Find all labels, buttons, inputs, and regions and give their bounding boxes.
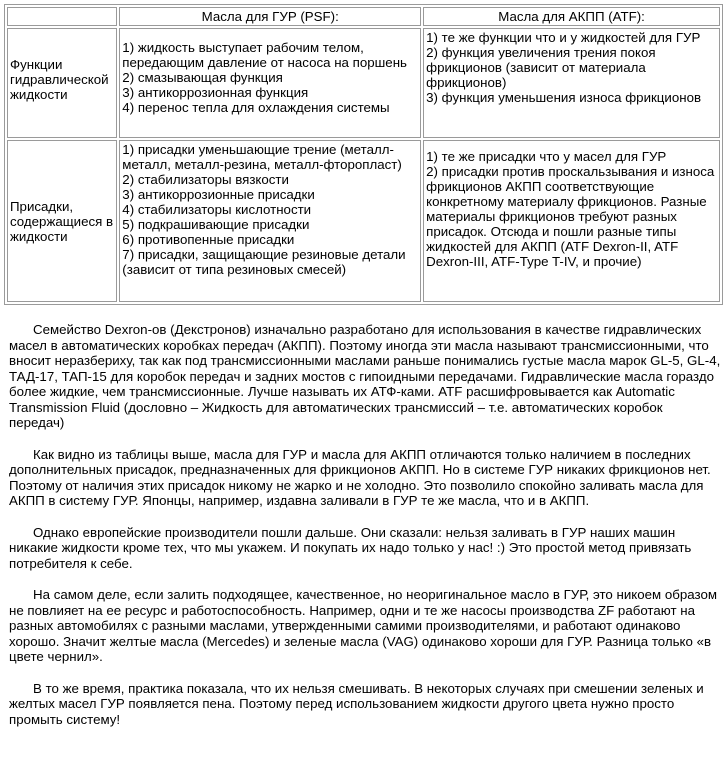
list-item: 1) те же присадки что у масел для ГУР [426,149,667,164]
list-item: 4) стабилизаторы кислотности [122,202,312,217]
row-label-additives: Присадки, содержащиеся в жидкости [7,140,117,302]
atf-functions-cell [423,28,720,138]
list-item: 3) антикоррозионная функция [122,85,309,100]
list-item: 6) противопенные присадки [122,232,295,247]
list-item: 7) присадки, защищающие резиновые детали (зависит от типа резиновых смесей) [122,247,406,277]
table-row [7,140,720,302]
header-empty-cell [7,7,117,26]
list-item: 3) функция уменьшения износа фрикционов [426,90,702,105]
list-item: 3) антикоррозионные присадки [122,187,315,202]
list-item: 2) стабилизаторы вязкости [122,172,289,187]
row-label-functions: Функции гидравлической жидкости [7,28,117,138]
list-item: 1) те же функции что и у жидкостей для ГУР [426,30,701,45]
list-item: 5) подкрашивающие присадки [122,217,310,232]
atf-additives-cell [423,140,720,302]
list-item: 2) присадки против проскальзывания и износа фрикционов АКПП соответствующие конкретному материалу фрикционов. Разные материалы фрикционов требуют разных присадок. Отсюда и пошли разные типы жидкостей для АКПП (ATF Dexron-II, ATF Dexron-III, ATF-Type T-IV, и прочие) [426,164,715,269]
paragraph: Как видно из таблицы выше, масла для ГУР и масла для АКПП отличаются только наличием в последних дополнительных присадок, предназначенных для фрикционов АКПП. Но в системе ГУР никаких фрикционов нет. Поэтому от наличия этих присадок никому не жарко и не холодно. Это позволило спокойно заливать масла для АКПП в систему ГУР. Японцы, например, издавна заливали в ГУР те же масла, что и в АКПП. [9,446,711,508]
table-row [7,28,720,138]
header-psf: Масла для ГУР (PSF): [119,7,421,26]
comparison-table [4,4,723,305]
article-body [9,322,721,743]
table-header-row [7,7,720,26]
paragraph: Однако европейские производители пошли дальше. Они сказали: нельзя заливать в ГУР наших машин никакие жидкости кроме тех, что мы укажем. И покупать их надо только у нас! :) Это простой метод привязать потребителя к себе. [9,524,692,571]
psf-functions-cell [119,28,421,138]
header-atf: Масла для АКПП (ATF): [423,7,720,26]
psf-additives-cell [119,140,421,302]
list-item: 2) смазывающая функция [122,70,283,85]
list-item: 4) перенос тепла для охлаждения системы [122,100,390,115]
paragraph: В то же время, практика показала, что их нельзя смешивать. В некоторых случаях при смешении зеленых и желтых масел ГУР появляется пена. Поэтому перед использованием жидкости другого цвета нужно просто промыть систему! [9,680,704,727]
paragraph: Семейство Dexron-ов (Декстронов) изначально разработано для использования в качестве гидравлических масел в автоматических коробках передач (АКПП). Поэтому иногда эти масла называют трансмиссионными, что вносит неразбериху, так как под трансмиссионными маслами раньше понимались густые масла марок GL-5, GL-4, ТАД-17, ТАП-15 для коробок передач и задних мостов с гипоидными передачами. Гидравлические масла гораздо более жидкие, чем трансмиссионные. Лучше называть их АТФ-ками. ATF расшифровывается как Automatic Transmission Fluid (дословно – Жидкость для автоматических трансмиссий – т.е. автоматических коробок передач) [9,322,721,430]
list-item: 2) функция увеличения трения покоя фрикционов (зависит от материала фрикционов) [426,45,656,90]
list-item: 1) жидкость выступает рабочим телом, передающим давление от насоса на поршень [122,40,407,70]
list-item: 1) присадки уменьшающие трение (металл-металл, металл-резина, металл-фторопласт) [122,142,402,172]
paragraph: На самом деле, если залить подходящее, качественное, но неоригинальное масло в ГУР, это никоем образом не повлияет на ее ресурс и работоспособность. Например, одни и те же насосы производства ZF работают на разных автомобилях с разными маслами, утвержденными самими производителями, и работают одинаково хорошо. Значит желтые масла (Mercedes) и зеленые масла (VAG) одинаково хороши для ГУР. Разница только «в цвете чернил». [9,587,717,664]
